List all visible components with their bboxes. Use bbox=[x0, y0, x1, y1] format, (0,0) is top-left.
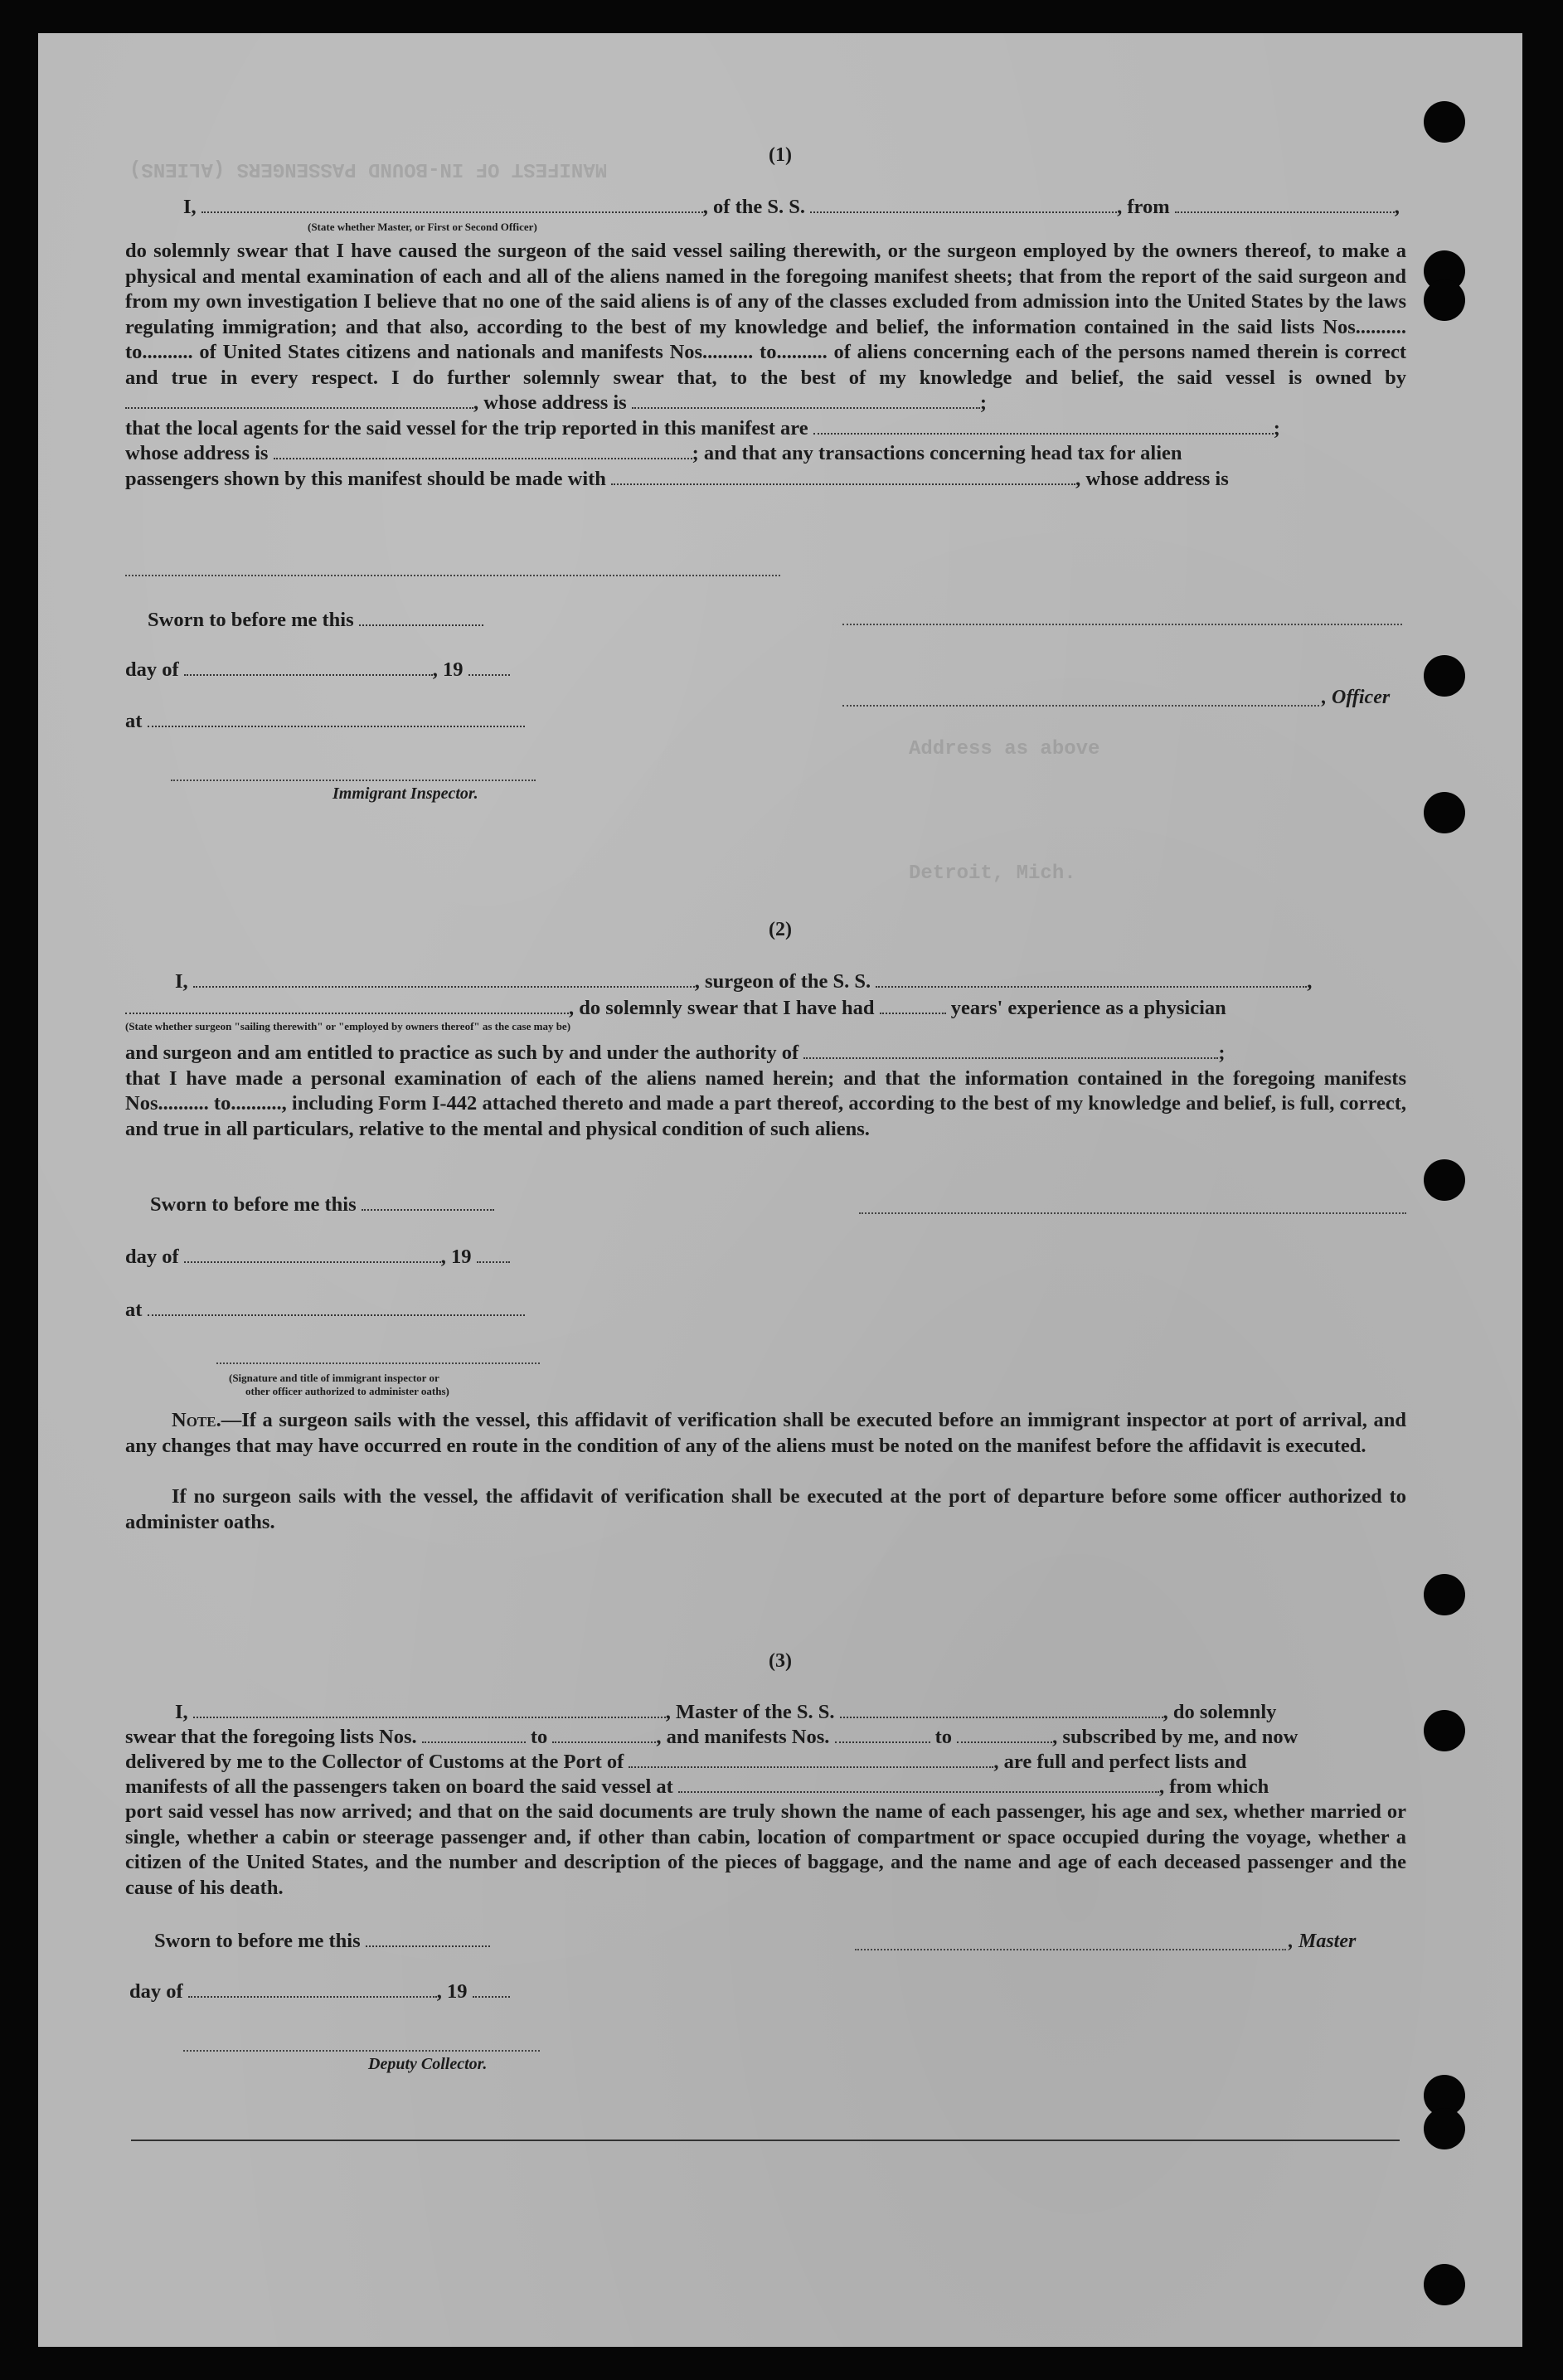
blank-year-3[interactable] bbox=[473, 1979, 510, 1998]
blank-manifests-to[interactable] bbox=[957, 1725, 1052, 1743]
text: , are full and perfect lists and bbox=[993, 1751, 1247, 1773]
punch-hole bbox=[1424, 1574, 1465, 1615]
surgeon-signature-line[interactable] bbox=[859, 1212, 1406, 1214]
text: , and manifests Nos. bbox=[656, 1726, 830, 1748]
blank-agents[interactable] bbox=[813, 416, 1274, 435]
blank-master-name[interactable] bbox=[193, 1700, 666, 1718]
blank-day[interactable] bbox=[184, 658, 433, 676]
text: manifests of all the passengers taken on board the said vessel at bbox=[125, 1775, 673, 1798]
blank-year-2[interactable] bbox=[477, 1245, 510, 1263]
text: , from bbox=[1117, 196, 1170, 218]
blank-lists-to[interactable] bbox=[552, 1725, 656, 1743]
text: If no surgeon sails with the vessel, the affidavit of verification shall be executed at the port of departure before some officer authorized to administer oaths. bbox=[125, 1485, 1406, 1533]
text: day of bbox=[129, 1980, 183, 2003]
punch-hole bbox=[1424, 101, 1465, 143]
blank-port[interactable] bbox=[629, 1750, 993, 1768]
note-label: Note. bbox=[172, 1409, 221, 1431]
punch-hole bbox=[1424, 2264, 1465, 2305]
blank-embark-port[interactable] bbox=[678, 1775, 1159, 1793]
section-1-paragraph: do solemnly swear that I have caused the surgeon of the said vessel sailing therewith, or the surgeon employed by the owners thereof, to make a physical and mental examination of each and all of the aliens named in the foregoing manifest sheets; that from the report of the said surgeon and from my own investigation I believe that no one of the said aliens is of any of the classes excluded from admission into the United States by the laws regulating immigration; and that also, according to the best of my knowledge and belief, the information contained in the said lists Nos.......... to.......... of United States citizens and nationals and manifests Nos.......... to.......... of aliens concerning each of the persons named therein is correct and true in every respect. I do further solemnly swear that, to the best of my knowledge and belief, the said vessel is owned by , whose address is ; that the local agents for the said vessel for the trip reported in this manifest are ; whose address is ; and that any transactions concerning head tax for alien passengers shown by this manifest should be made with , whose address is bbox=[125, 240, 1406, 490]
signature-note-1: (Signature and title of immigrant inspector or bbox=[229, 1372, 439, 1384]
day-of-line-1 bbox=[125, 658, 510, 682]
sworn-line-3 bbox=[154, 1929, 490, 1954]
text: —If a surgeon sails with the vessel, this affidavit of verification shall be executed before an immigrant inspector at port of arrival, and any changes that may have occurred en route in the condition of any of the aliens must be noted on the manifest before the affidavit is executed. bbox=[125, 1409, 1406, 1457]
blank-surgeon-name[interactable] bbox=[193, 969, 695, 988]
text: years' experience as a physician bbox=[950, 997, 1226, 1019]
blank-name[interactable] bbox=[201, 195, 703, 213]
blank-sworn-date-3[interactable] bbox=[366, 1929, 490, 1947]
bleed-through-text: Detroit, Mich. bbox=[909, 862, 1076, 885]
master-signature-line[interactable] bbox=[855, 1949, 1286, 1950]
sworn-line-2 bbox=[150, 1192, 494, 1217]
document-page bbox=[38, 33, 1522, 2347]
text: whose address is bbox=[125, 442, 269, 464]
text: day of bbox=[125, 658, 179, 681]
note-paragraph bbox=[125, 1408, 1406, 1459]
text: , whose address is bbox=[1075, 467, 1229, 490]
blank-master-vessel[interactable] bbox=[840, 1700, 1163, 1718]
signature-note-2: other officer authorized to administer oaths) bbox=[245, 1385, 449, 1397]
master-label: , Master bbox=[1289, 1931, 1357, 1952]
text: Sworn to before me this bbox=[154, 1930, 361, 1952]
text: , do solemnly swear that I have had bbox=[569, 997, 875, 1019]
blank-owner-address[interactable] bbox=[632, 391, 980, 409]
section-3-number: (3) bbox=[769, 1650, 792, 1672]
text: , subscribed by me, and now bbox=[1052, 1726, 1298, 1748]
blank-at-2[interactable] bbox=[148, 1298, 525, 1316]
section-3-line-4 bbox=[125, 1775, 1269, 1800]
blank-head-tax[interactable] bbox=[611, 467, 1075, 485]
blank-at[interactable] bbox=[148, 709, 525, 727]
text: that I have made a personal examination of each of the aliens named herein; and that the information contained in the foregoing manifests Nos.......... to.........., including Form I-442 attached thereto and made a part thereof, according to the best of my knowledge and belief, is full, correct, and true in all particulars, relative to the mental and physical condition of such aliens. bbox=[125, 1066, 1406, 1140]
punch-hole bbox=[1424, 1710, 1465, 1751]
text: swear that the foregoing lists Nos. bbox=[125, 1726, 417, 1748]
blank-years[interactable] bbox=[880, 996, 946, 1014]
text: , 19 bbox=[432, 658, 464, 681]
at-line-2 bbox=[125, 1298, 525, 1323]
inspector-signature-line[interactable] bbox=[171, 780, 536, 781]
text: , whose address is bbox=[473, 391, 627, 414]
bleed-through-text: Address as above bbox=[909, 738, 1100, 760]
text: to bbox=[530, 1726, 548, 1748]
bleed-through-text: MANIFEST OF IN-BOUND PASSENGERS (ALIENS) bbox=[129, 158, 608, 180]
bottom-rule bbox=[131, 2140, 1400, 2141]
text: port said vessel has now arrived; and that on the said documents are truly shown the name of each passenger, his age and sex, whether married or single, whether a cabin or steerage passenger and, if other than cabin, location of compartment or space occupied during the voyage, whether a citizen of the United States, and the number and description of the pieces of baggage, and the name and age of each deceased passenger and the cause of his death. bbox=[125, 1800, 1406, 1899]
immigrant-inspector-label: Immigrant Inspector. bbox=[333, 784, 478, 803]
section-3-line-2 bbox=[125, 1725, 1298, 1750]
text: that the local agents for the said vessel for the trip reported in this manifest are bbox=[125, 416, 808, 440]
officer-signature-line-top[interactable] bbox=[842, 624, 1402, 625]
text: at bbox=[125, 1299, 143, 1321]
blank-authority[interactable] bbox=[803, 1041, 1218, 1059]
text: ; and that any transactions concerning head tax for alien bbox=[692, 442, 1182, 464]
text: , of the S. S. bbox=[702, 196, 805, 218]
section-3-paragraph bbox=[125, 1800, 1406, 1901]
text: , Master of the S. S. bbox=[665, 1701, 835, 1723]
blank-agents-address[interactable] bbox=[274, 441, 692, 459]
punch-hole bbox=[1424, 2108, 1465, 2149]
text: , 19 bbox=[440, 1246, 472, 1268]
inspector-signature-line-2[interactable] bbox=[216, 1362, 540, 1364]
blank-from[interactable] bbox=[1175, 195, 1395, 213]
text: to bbox=[934, 1726, 953, 1748]
punch-hole bbox=[1424, 1159, 1465, 1201]
text: do solemnly swear that I have caused the surgeon of the said vessel sailing therewith, or the surgeon employed by the owners thereof, to make a physical and mental examination of each and all of the aliens named in the foregoing manifest sheets; that from the report of the said surgeon and from my own investigation I believe that no one of the said aliens is of any of the classes excluded from admission into the United States by the laws regulating immigration; and that also, according to the best of my knowledge and belief, the information contained in the said lists Nos.......... to.......... of United States citizens and nationals and manifests Nos.......... to.......... of aliens concerning each of the persons named therein is correct and true in every respect. I do further solemnly swear that, to the best of my knowledge and belief, the said vessel is owned by bbox=[125, 240, 1406, 389]
deputy-collector-label: Deputy Collector. bbox=[368, 2055, 488, 2073]
section-1-line-1 bbox=[183, 195, 1400, 220]
section-3-line-3 bbox=[125, 1750, 1247, 1775]
text: , bbox=[1307, 970, 1313, 993]
text: I, bbox=[175, 970, 188, 993]
section-1-number: (1) bbox=[769, 144, 792, 166]
text: Sworn to before me this bbox=[148, 609, 354, 631]
text: Sworn to before me this bbox=[150, 1193, 357, 1216]
blank-year[interactable] bbox=[468, 658, 510, 676]
section-2-line-1 bbox=[175, 969, 1312, 994]
text: , 19 bbox=[436, 1980, 468, 2003]
day-of-line-2 bbox=[125, 1245, 510, 1270]
section-2-line-2 bbox=[125, 996, 1226, 1021]
section-1-note: (State whether Master, or First or Second Officer) bbox=[308, 221, 537, 233]
sworn-line-1 bbox=[148, 608, 483, 633]
day-of-line-3 bbox=[129, 1979, 510, 2004]
blank-day-3[interactable] bbox=[188, 1979, 437, 1998]
address-line[interactable] bbox=[125, 575, 780, 576]
section-2-paragraph: and surgeon and am entitled to practice as such by and under the authority of ; that I have made a personal examination of each of the aliens named herein; and that the information contained in the foregoing manifests Nos.......... to.........., including Form I-442 attached thereto and made a part thereof, according to the best of my knowledge and belief, is full, correct, and true in all particulars, relative to the mental and physical condition of such aliens. bbox=[125, 1042, 1406, 1140]
section-2-note: (State whether surgeon "sailing therewith" or "employed by owners thereof" as the case may be) bbox=[125, 1020, 571, 1032]
blank-surgeon-vessel[interactable] bbox=[876, 969, 1307, 988]
text: , bbox=[1394, 196, 1400, 218]
punch-hole bbox=[1424, 655, 1465, 697]
text: I, bbox=[183, 196, 197, 218]
blank-owner[interactable] bbox=[125, 391, 473, 409]
officer-signature-line[interactable] bbox=[842, 705, 1319, 707]
blank-manifests-from[interactable] bbox=[835, 1725, 930, 1743]
blank-vessel[interactable] bbox=[810, 195, 1117, 213]
text: at bbox=[125, 710, 143, 732]
at-line-1 bbox=[125, 709, 525, 734]
blank-lists-from[interactable] bbox=[422, 1725, 526, 1743]
blank-surgeon-type[interactable] bbox=[125, 996, 569, 1014]
text: , surgeon of the S. S. bbox=[694, 970, 871, 993]
text: passengers shown by this manifest should be made with bbox=[125, 467, 606, 490]
text: , from which bbox=[1158, 1775, 1269, 1798]
blank-sworn-date[interactable] bbox=[359, 608, 483, 626]
text: and surgeon and am entitled to practice as such by and under the authority of bbox=[125, 1042, 799, 1064]
deputy-signature-line[interactable] bbox=[183, 2050, 540, 2052]
text: I, bbox=[175, 1701, 188, 1723]
officer-label: , Officer bbox=[1322, 687, 1391, 708]
text: day of bbox=[125, 1246, 179, 1268]
section-3-line-1 bbox=[175, 1700, 1276, 1725]
note-paragraph-2 bbox=[125, 1484, 1406, 1535]
punch-hole bbox=[1424, 279, 1465, 321]
section-2-number: (2) bbox=[769, 919, 792, 940]
text: delivered by me to the Collector of Customs at the Port of bbox=[125, 1751, 624, 1773]
blank-sworn-date-2[interactable] bbox=[362, 1192, 494, 1211]
punch-hole bbox=[1424, 792, 1465, 833]
text: , do solemnly bbox=[1163, 1701, 1277, 1723]
blank-day-2[interactable] bbox=[184, 1245, 441, 1263]
